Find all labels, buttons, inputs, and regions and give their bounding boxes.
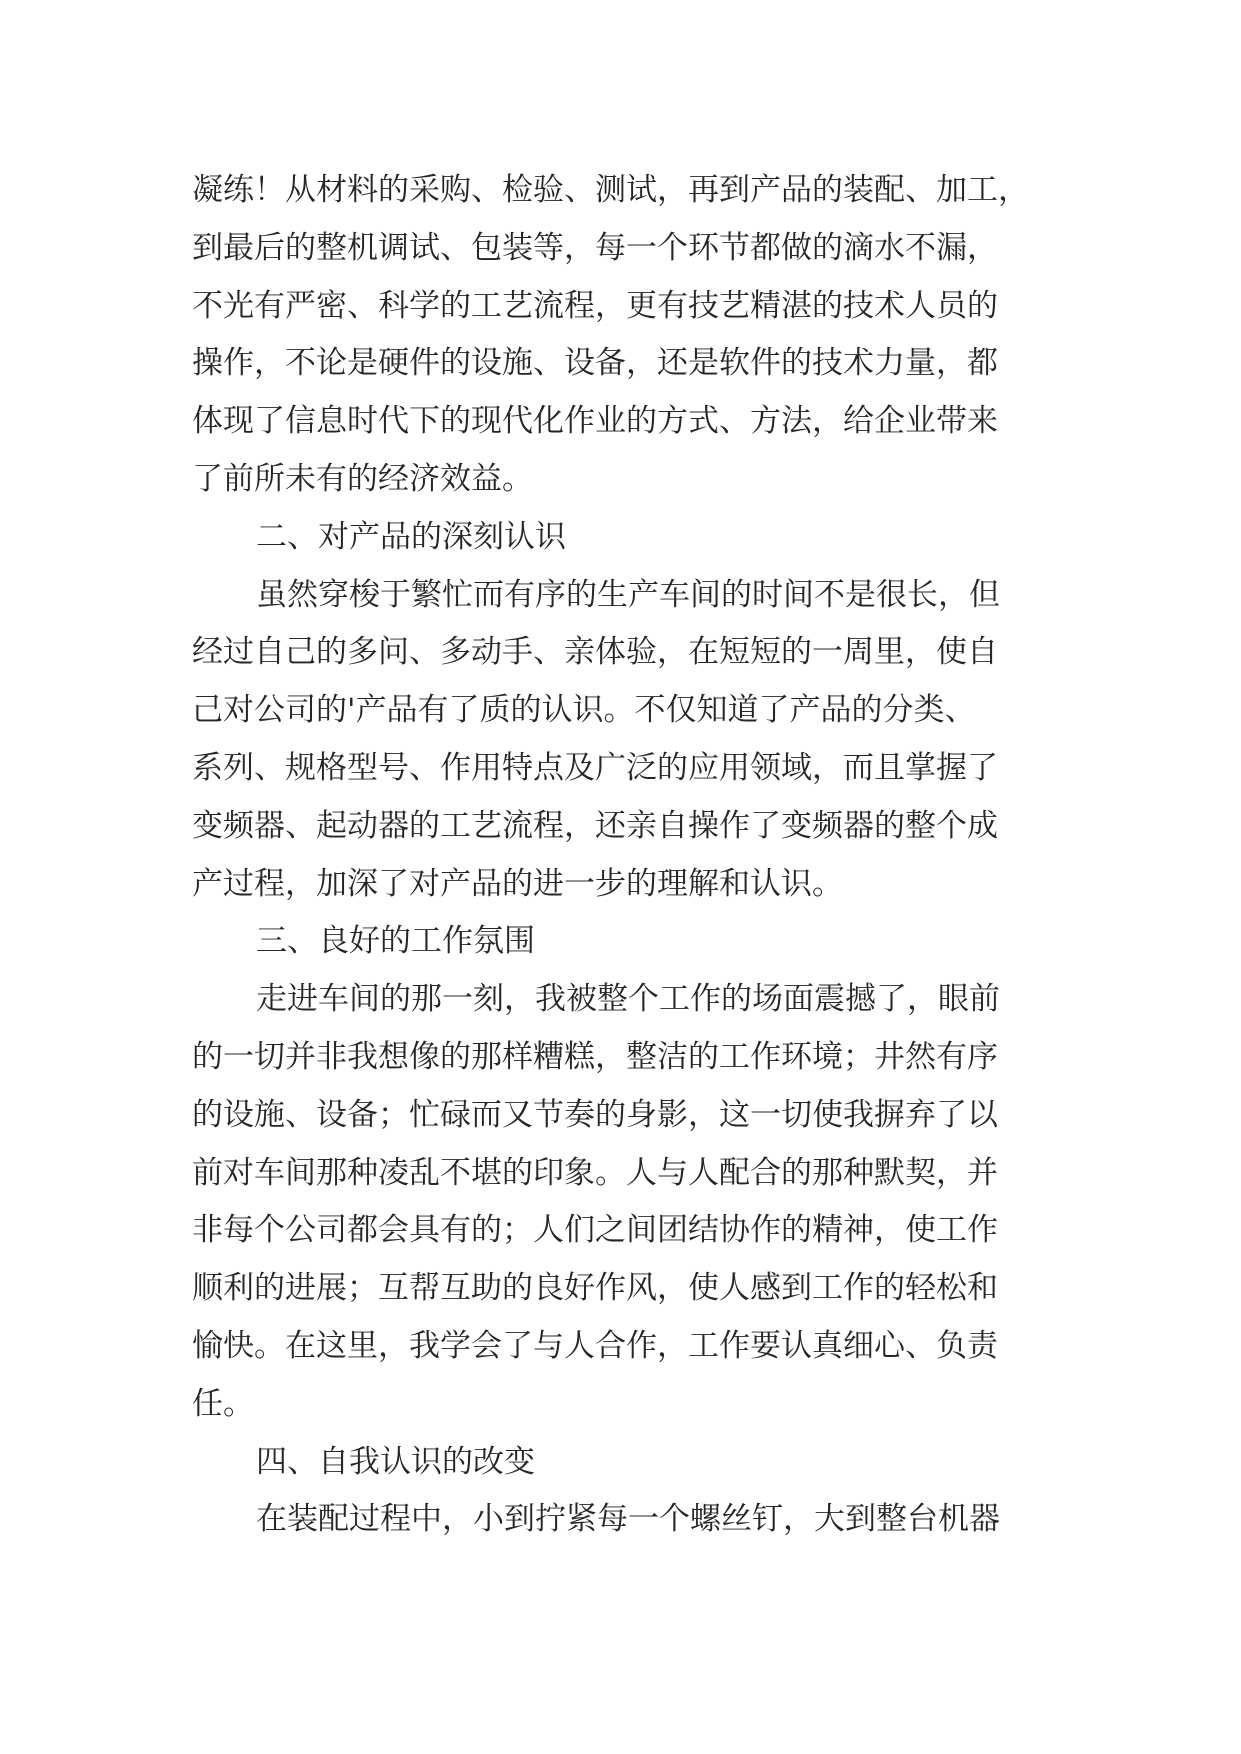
text-line: 系列、规格型号、作用特点及广泛的应用领域，而且掌握了: [192, 749, 998, 786]
text-line: 非每个公司都会具有的；人们之间团结协作的精神，使工作: [192, 1212, 998, 1249]
text-line: 体现了信息时代下的现代化作业的方式、方法，给企业带来: [192, 403, 998, 440]
text-line: 顺利的进展；互帮互助的良好作风，使人感到工作的轻松和: [192, 1270, 998, 1307]
text-line: 在装配过程中，小到拧紧每一个螺丝钉，大到整台机器: [256, 1501, 1000, 1538]
text-line: 变频器、起动器的工艺流程，还亲自操作了变频器的整个成: [192, 807, 998, 844]
section-heading: 二、对产品的深刻认识: [256, 518, 566, 555]
section-heading: 四、自我认识的改变: [256, 1443, 535, 1480]
text-line: 到最后的整机调试、包装等，每一个环节都做的滴水不漏，: [192, 229, 998, 266]
text-line: 凝练！从材料的采购、检验、测试，再到产品的装配、加工，: [192, 172, 1029, 208]
text-line: 产过程，加深了对产品的进一步的理解和认识。: [192, 865, 843, 902]
text-line: 己对公司的'产品有了质的认识。不仅知道了产品的分类、: [192, 692, 976, 729]
text-line: 的设施、设备；忙碌而又节奏的身影，这一切使我摒弃了以: [192, 1096, 998, 1133]
section-heading: 三、良好的工作氛围: [256, 923, 535, 960]
text-line: 走进车间的那一刻，我被整个工作的场面震撼了，眼前: [256, 981, 1000, 1018]
body-text: [192, 162, 1092, 1549]
text-line: 虽然穿梭于繁忙而有序的生产车间的时间不是很长，但: [256, 576, 1000, 613]
text-line: 任。: [192, 1385, 254, 1422]
text-line: 的一切并非我想像的那样糟糕，整洁的工作环境；井然有序: [192, 1038, 998, 1075]
text-line: 前对车间那种凌乱不堪的印象。人与人配合的那种默契，并: [192, 1154, 998, 1191]
text-line: 了前所未有的经济效益。: [192, 460, 533, 497]
text-line: 经过自己的多问、多动手、亲体验，在短短的一周里，使自: [192, 634, 998, 671]
text-line: 愉快。在这里，我学会了与人合作，工作要认真细心、负责: [192, 1327, 998, 1364]
text-line: 操作，不论是硬件的设施、设备，还是软件的技术力量，都: [192, 345, 998, 382]
text-line: 不光有严密、科学的工艺流程，更有技艺精湛的技术人员的: [192, 287, 998, 324]
